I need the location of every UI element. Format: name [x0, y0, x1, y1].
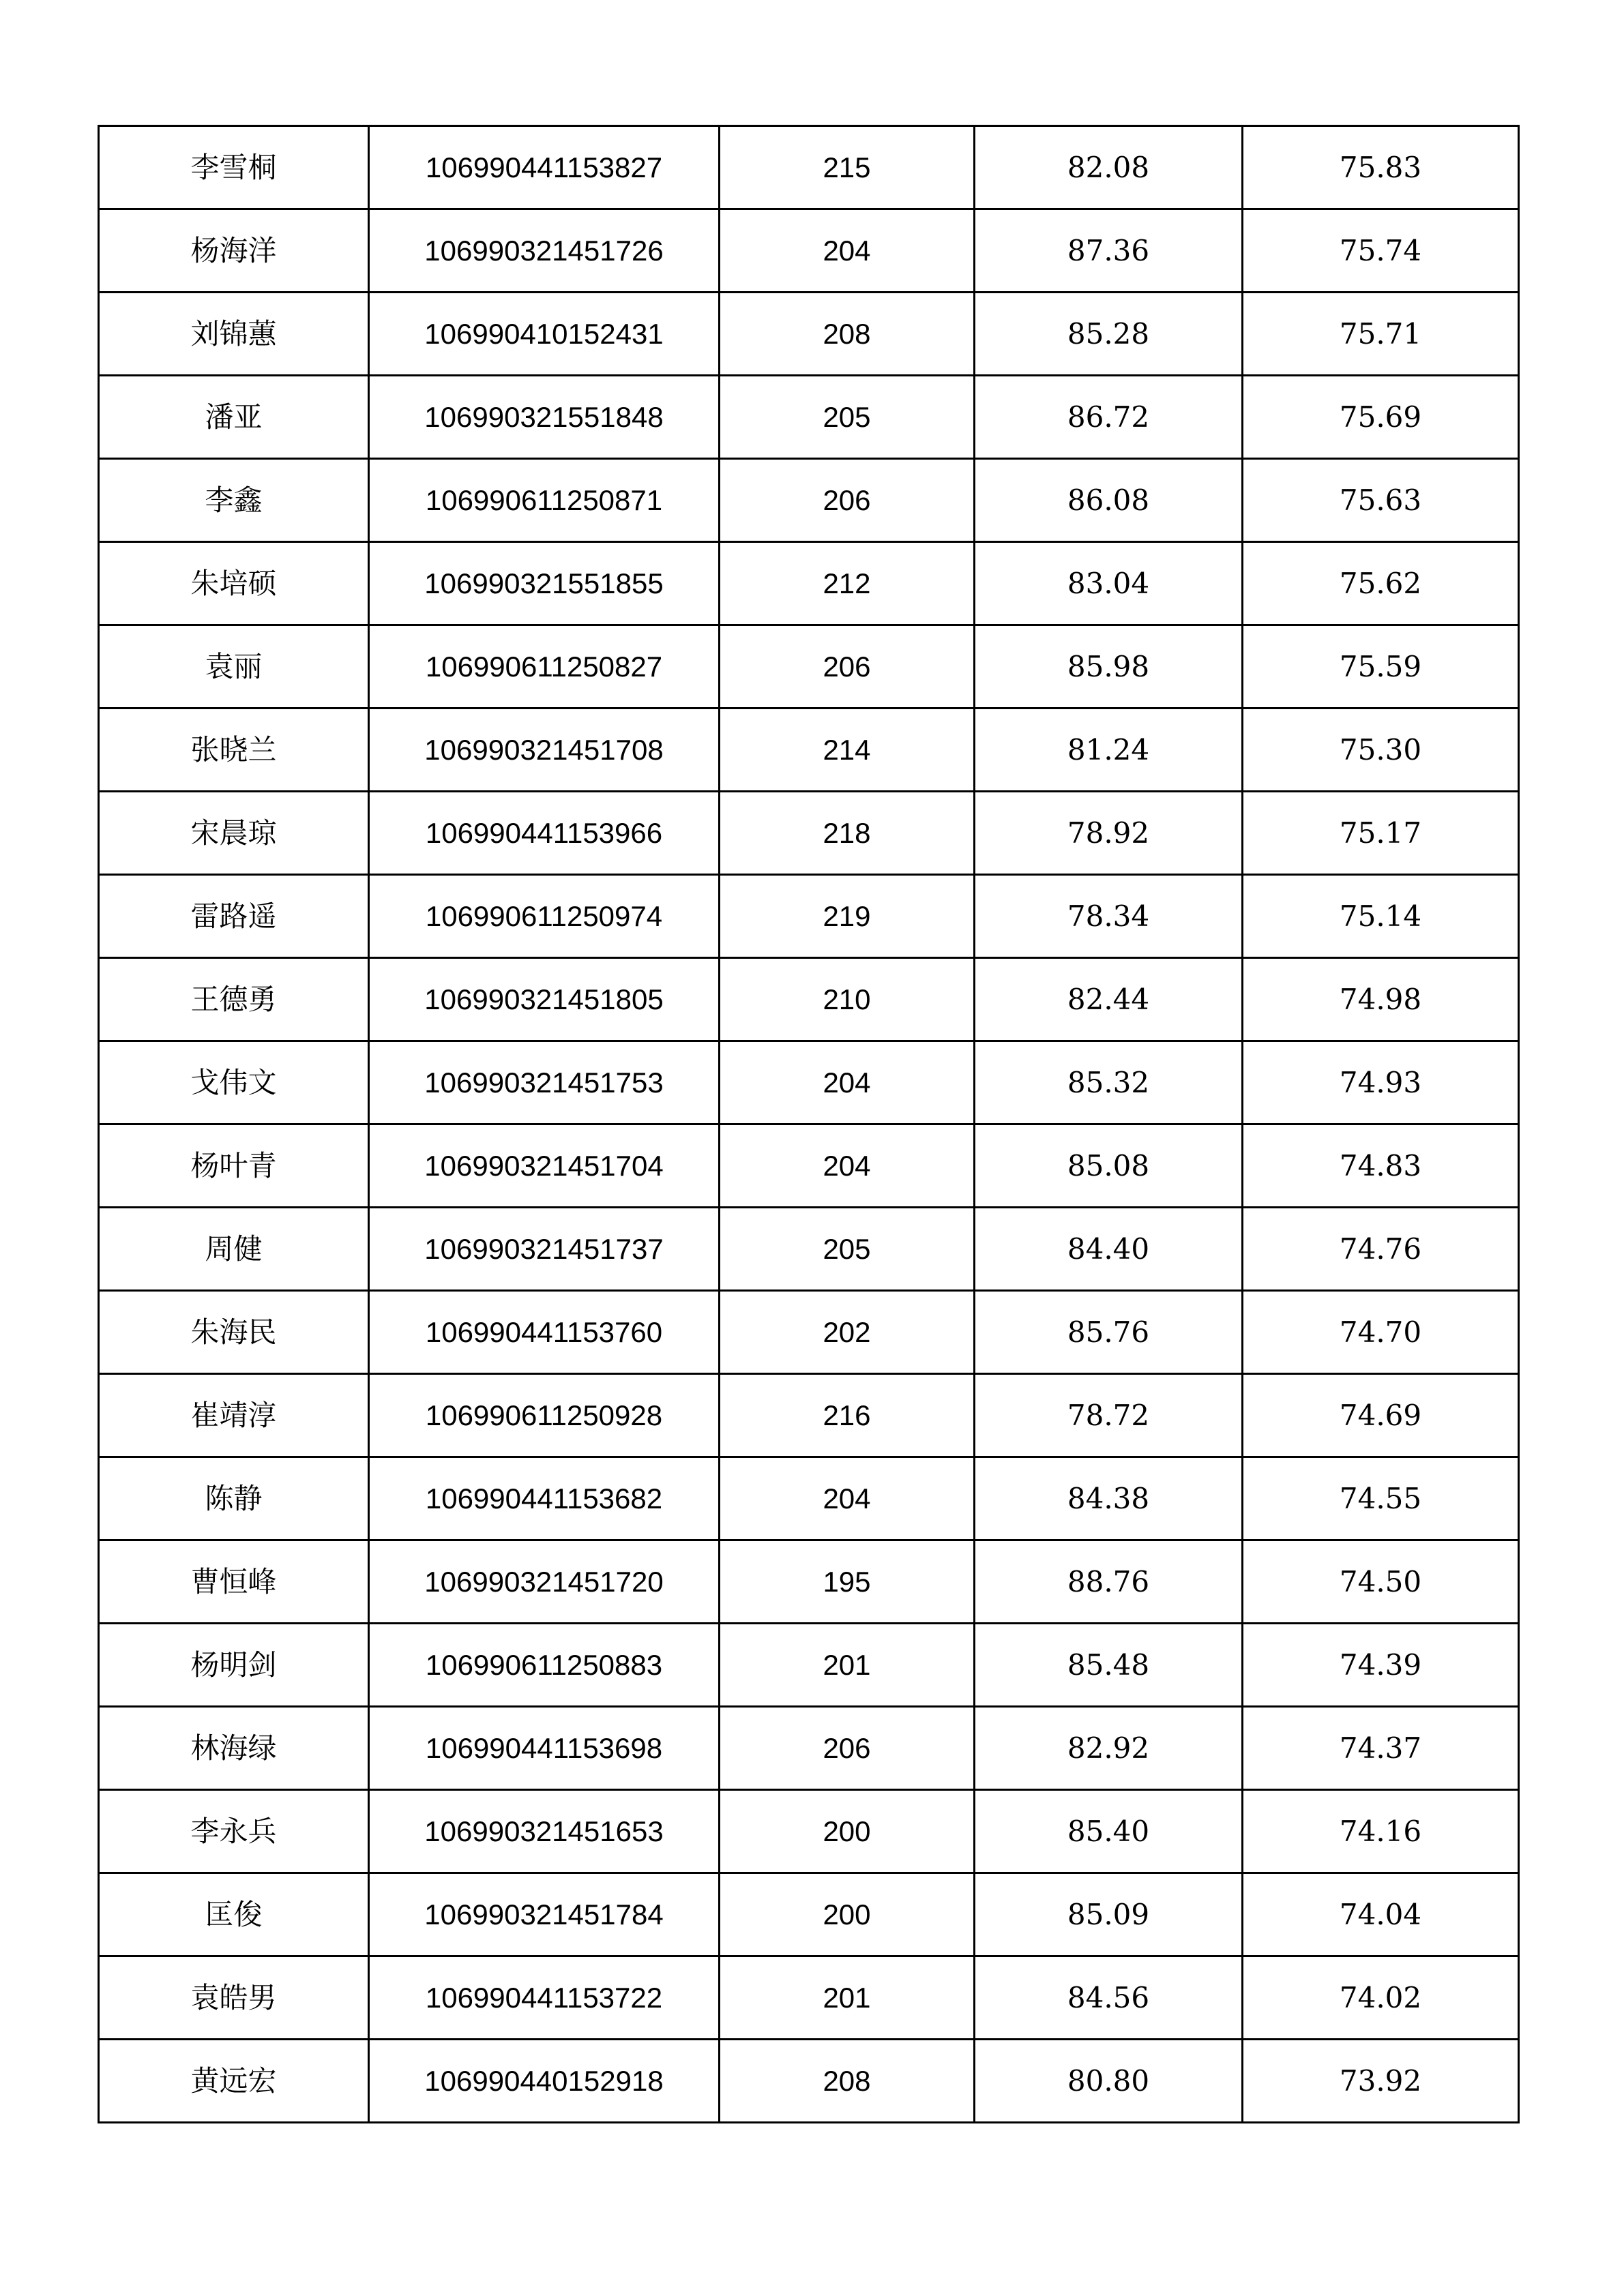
table-row [99, 1457, 1519, 1540]
initial-score-cell: 215 [720, 126, 975, 209]
exam-id-cell: 106990441153722 [369, 1956, 720, 2040]
exam-id-cell: 106990321451805 [369, 958, 720, 1041]
table-row [99, 1624, 1519, 1707]
initial-score-cell: 204 [720, 1041, 975, 1124]
table-row [99, 1041, 1519, 1124]
exam-id-cell: 106990321451753 [369, 1041, 720, 1124]
candidate-name-cell: 王德勇 [99, 958, 369, 1041]
total-score-cell: 74.50 [1243, 1540, 1519, 1624]
exam-id-cell: 106990611250883 [369, 1624, 720, 1707]
retest-score-cell: 85.98 [975, 625, 1243, 709]
initial-score-cell: 200 [720, 1873, 975, 1956]
total-score-cell: 74.04 [1243, 1873, 1519, 1956]
candidate-name-cell: 张晓兰 [99, 709, 369, 792]
initial-score-cell: 218 [720, 792, 975, 875]
initial-score-cell: 201 [720, 1624, 975, 1707]
candidate-name-cell: 潘亚 [99, 376, 369, 459]
total-score-cell: 74.83 [1243, 1124, 1519, 1208]
exam-id-cell: 106990321451653 [369, 1790, 720, 1873]
exam-id-cell: 106990441153760 [369, 1291, 720, 1374]
exam-id-cell: 106990611250974 [369, 875, 720, 958]
candidate-name-cell: 李鑫 [99, 459, 369, 542]
candidate-name-cell: 戈伟文 [99, 1041, 369, 1124]
total-score-cell: 75.14 [1243, 875, 1519, 958]
score-table-body [99, 126, 1519, 2123]
exam-id-cell: 106990410152431 [369, 293, 720, 376]
table-row [99, 209, 1519, 293]
candidate-name-cell: 袁皓男 [99, 1956, 369, 2040]
retest-score-cell: 78.34 [975, 875, 1243, 958]
table-row [99, 625, 1519, 709]
exam-id-cell: 106990321451704 [369, 1124, 720, 1208]
total-score-cell: 74.98 [1243, 958, 1519, 1041]
candidate-name-cell: 李永兵 [99, 1790, 369, 1873]
table-row [99, 1124, 1519, 1208]
total-score-cell: 74.70 [1243, 1291, 1519, 1374]
total-score-cell: 75.59 [1243, 625, 1519, 709]
total-score-cell: 75.30 [1243, 709, 1519, 792]
table-row [99, 1790, 1519, 1873]
exam-id-cell: 106990441153682 [369, 1457, 720, 1540]
retest-score-cell: 86.72 [975, 376, 1243, 459]
candidate-name-cell: 匡俊 [99, 1873, 369, 1956]
table-row [99, 293, 1519, 376]
retest-score-cell: 81.24 [975, 709, 1243, 792]
initial-score-cell: 208 [720, 2040, 975, 2123]
table-row [99, 958, 1519, 1041]
initial-score-cell: 204 [720, 1457, 975, 1540]
candidate-name-cell: 朱海民 [99, 1291, 369, 1374]
initial-score-cell: 205 [720, 376, 975, 459]
candidate-name-cell: 朱培硕 [99, 542, 369, 625]
total-score-cell: 74.69 [1243, 1374, 1519, 1457]
retest-score-cell: 83.04 [975, 542, 1243, 625]
candidate-name-cell: 黄远宏 [99, 2040, 369, 2123]
initial-score-cell: 206 [720, 625, 975, 709]
retest-score-cell: 85.28 [975, 293, 1243, 376]
retest-score-cell: 85.40 [975, 1790, 1243, 1873]
exam-id-cell: 106990611250827 [369, 625, 720, 709]
candidate-name-cell: 林海绿 [99, 1707, 369, 1790]
retest-score-cell: 78.72 [975, 1374, 1243, 1457]
candidate-name-cell: 杨叶青 [99, 1124, 369, 1208]
candidate-name-cell: 雷路遥 [99, 875, 369, 958]
total-score-cell: 74.55 [1243, 1457, 1519, 1540]
candidate-name-cell: 宋晨琼 [99, 792, 369, 875]
retest-score-cell: 85.32 [975, 1041, 1243, 1124]
retest-score-cell: 80.80 [975, 2040, 1243, 2123]
total-score-cell: 75.83 [1243, 126, 1519, 209]
initial-score-cell: 216 [720, 1374, 975, 1457]
exam-id-cell: 106990321451784 [369, 1873, 720, 1956]
exam-id-cell: 106990441153966 [369, 792, 720, 875]
table-row [99, 709, 1519, 792]
total-score-cell: 75.62 [1243, 542, 1519, 625]
retest-score-cell: 85.48 [975, 1624, 1243, 1707]
retest-score-cell: 82.92 [975, 1707, 1243, 1790]
exam-id-cell: 106990321451720 [369, 1540, 720, 1624]
exam-id-cell: 106990321451708 [369, 709, 720, 792]
total-score-cell: 75.63 [1243, 459, 1519, 542]
total-score-cell: 74.93 [1243, 1041, 1519, 1124]
total-score-cell: 74.37 [1243, 1707, 1519, 1790]
candidate-name-cell: 崔靖淳 [99, 1374, 369, 1457]
candidate-name-cell: 刘锦蕙 [99, 293, 369, 376]
total-score-cell: 74.02 [1243, 1956, 1519, 2040]
retest-score-cell: 86.08 [975, 459, 1243, 542]
initial-score-cell: 195 [720, 1540, 975, 1624]
candidate-name-cell: 杨明剑 [99, 1624, 369, 1707]
exam-id-cell: 106990321551848 [369, 376, 720, 459]
exam-id-cell: 106990611250871 [369, 459, 720, 542]
total-score-cell: 75.17 [1243, 792, 1519, 875]
table-row [99, 1956, 1519, 2040]
table-row [99, 792, 1519, 875]
candidate-name-cell: 杨海洋 [99, 209, 369, 293]
retest-score-cell: 84.40 [975, 1208, 1243, 1291]
candidate-name-cell: 袁丽 [99, 625, 369, 709]
initial-score-cell: 212 [720, 542, 975, 625]
table-row [99, 126, 1519, 209]
retest-score-cell: 84.38 [975, 1457, 1243, 1540]
retest-score-cell: 84.56 [975, 1956, 1243, 2040]
table-row [99, 1374, 1519, 1457]
table-row [99, 1707, 1519, 1790]
retest-score-cell: 85.08 [975, 1124, 1243, 1208]
total-score-cell: 75.69 [1243, 376, 1519, 459]
initial-score-cell: 214 [720, 709, 975, 792]
initial-score-cell: 204 [720, 209, 975, 293]
candidate-name-cell: 曹恒峰 [99, 1540, 369, 1624]
initial-score-cell: 206 [720, 1707, 975, 1790]
retest-score-cell: 88.76 [975, 1540, 1243, 1624]
initial-score-cell: 219 [720, 875, 975, 958]
retest-score-cell: 82.44 [975, 958, 1243, 1041]
table-row [99, 875, 1519, 958]
initial-score-cell: 205 [720, 1208, 975, 1291]
total-score-cell: 75.71 [1243, 293, 1519, 376]
exam-id-cell: 106990441153827 [369, 126, 720, 209]
initial-score-cell: 200 [720, 1790, 975, 1873]
candidate-name-cell: 李雪桐 [99, 126, 369, 209]
exam-id-cell: 106990440152918 [369, 2040, 720, 2123]
retest-score-cell: 82.08 [975, 126, 1243, 209]
total-score-cell: 74.39 [1243, 1624, 1519, 1707]
exam-id-cell: 106990321551855 [369, 542, 720, 625]
initial-score-cell: 206 [720, 459, 975, 542]
table-row [99, 1873, 1519, 1956]
exam-id-cell: 106990321451726 [369, 209, 720, 293]
exam-id-cell: 106990441153698 [369, 1707, 720, 1790]
initial-score-cell: 201 [720, 1956, 975, 2040]
retest-score-cell: 85.76 [975, 1291, 1243, 1374]
retest-score-cell: 85.09 [975, 1873, 1243, 1956]
table-row [99, 542, 1519, 625]
total-score-cell: 74.76 [1243, 1208, 1519, 1291]
retest-score-cell: 78.92 [975, 792, 1243, 875]
total-score-cell: 75.74 [1243, 209, 1519, 293]
retest-score-cell: 87.36 [975, 209, 1243, 293]
exam-id-cell: 106990321451737 [369, 1208, 720, 1291]
table-row [99, 459, 1519, 542]
candidate-name-cell: 周健 [99, 1208, 369, 1291]
table-row [99, 1208, 1519, 1291]
total-score-cell: 74.16 [1243, 1790, 1519, 1873]
initial-score-cell: 204 [720, 1124, 975, 1208]
initial-score-cell: 202 [720, 1291, 975, 1374]
table-row [99, 1291, 1519, 1374]
table-row [99, 2040, 1519, 2123]
candidate-name-cell: 陈静 [99, 1457, 369, 1540]
initial-score-cell: 208 [720, 293, 975, 376]
total-score-cell: 73.92 [1243, 2040, 1519, 2123]
initial-score-cell: 210 [720, 958, 975, 1041]
exam-id-cell: 106990611250928 [369, 1374, 720, 1457]
score-table [98, 125, 1520, 2123]
table-row [99, 376, 1519, 459]
table-row [99, 1540, 1519, 1624]
